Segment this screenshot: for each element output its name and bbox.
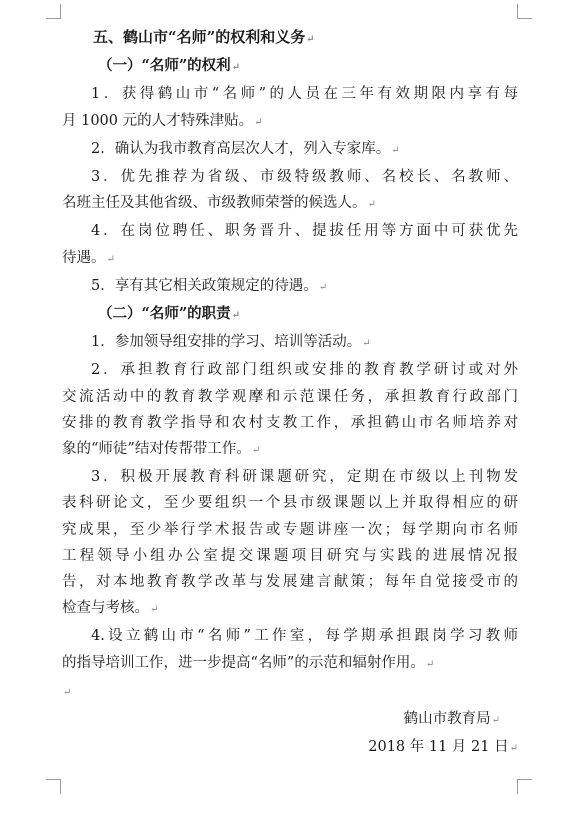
rights-item-1-line-1: 1．获得鹤山市“名师”的人员在三年有效期限内享有每 [91,86,518,103]
duties-item-2-line-1: 2．承担教育行政部门组织或安排的教育教学研讨或对外 [91,362,518,379]
subheading-duties: （二）“名师”的职责↵ [98,305,241,323]
crop-mark-top-left [46,4,61,19]
crop-mark-bottom-left [46,779,61,794]
section-heading: 五、鹤山市“名师”的权利和义务↵ [93,28,315,46]
signature-org: 鹤山市教育局↵ [403,711,500,728]
rights-item-4-line-2: 待遇。↵ [62,249,115,266]
empty-paragraph: ↵ [63,686,72,698]
subheading-rights: （一）“名师”的权利↵ [98,57,241,75]
duties-item-2-line-3: 安排的教育教学指导和农村支教工作，承担鹤山市名师培养对 [62,414,518,431]
duties-item-3-line-3: 究成果，至少举行学术报告或专题讲座一次；每学期向市名师 [62,521,518,538]
rights-item-3-line-1: 3．优先推荐为省级、市级特级教师、名校长、名教师、 [91,169,518,186]
paragraph-mark: ↵ [231,62,241,74]
duties-item-3-line-2: 表科研论文，至少要组织一个县市级课题以上并取得相应的研 [62,495,518,512]
duties-item-4-line-2: 的指导培训工作，进一步提高“名师”的示范和辐射作用。↵ [62,654,435,671]
duties-item-3-line-4: 工程领导小组办公室提交课题项目研究与实践的进展情况报 [62,547,518,564]
signature-date: 2018 年 11 月 21 日↵ [368,739,518,756]
rights-item-4-line-1: 4．在岗位聘任、职务晋升、提拔任用等方面中可获优先 [91,223,518,240]
rights-item-3-line-2: 名班主任及其他省级、市级教师荣誉的候选人。↵ [62,195,376,212]
duties-item-4-line-1: 4.设立鹤山市“名师”工作室，每学期承担跟岗学习教师 [91,628,518,645]
duties-item-1: 1．参加领导组安排的学习、培训等活动。↵ [91,334,371,351]
rights-item-2: 2．确认为我市教育高层次人才，列入专家库。↵ [91,140,400,157]
duties-item-3-line-1: 3．积极开展教育科研课题研究，定期在市级以上刊物发 [91,469,518,486]
rights-item-5: 5．享有其它相关政策规定的待遇。↵ [91,277,328,294]
crop-mark-bottom-right [517,779,532,794]
duties-item-2-line-2: 交流活动中的教育教学观摩和示范课任务，承担教育行政部门 [62,388,518,405]
duties-item-2-line-4: 象的“师徒”结对传帮带工作。↵ [62,441,261,458]
crop-mark-top-right [517,4,532,19]
duties-item-3-line-6: 检查与考核。↵ [62,600,159,617]
paragraph-mark: ↵ [306,34,315,45]
document-body[interactable] [62,24,518,762]
rights-item-1-line-2: 月 1000 元的人才特殊津贴。↵ [62,112,263,129]
duties-item-3-line-5: 告，对本地教育教学改革与发展建言献策；每年自觉接受市的 [62,574,518,591]
